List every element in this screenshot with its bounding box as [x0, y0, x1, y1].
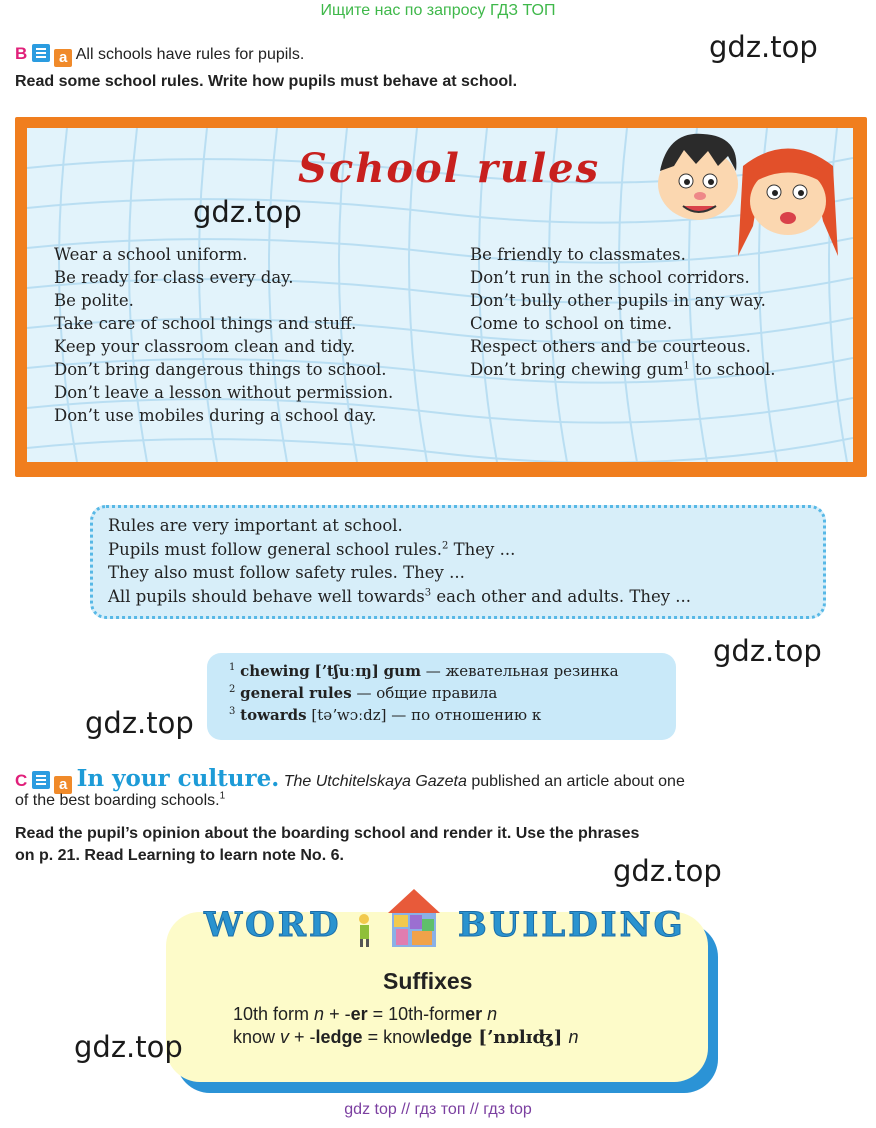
watermark: gdz.top	[709, 30, 818, 64]
footnote-ref: 3	[424, 587, 432, 598]
section-b-instruction: Read some school rules. Write how pupils must behave at school.	[15, 73, 518, 90]
rule-item: Be friendly to classmates.	[470, 245, 686, 264]
footnote-number: 3	[229, 706, 236, 717]
glossary-term: chewing	[240, 662, 310, 680]
rule-item: Don’t run in the school corridors.	[470, 268, 750, 287]
glossary-term: towards	[240, 706, 307, 724]
glossary-item	[229, 704, 619, 726]
section-c-title: In your culture.	[76, 765, 280, 792]
section-c-instruction-2: on p. 21. Read Learning to learn note No. 6.	[15, 847, 344, 864]
rule-text: to school.	[689, 360, 776, 379]
rule-item: Keep your classroom clean and tidy.	[54, 337, 356, 356]
wb-pos: n	[568, 1027, 579, 1047]
section-c-instruction-1: Read the pupil’s opinion about the boarding school and render it. Use the phrases	[15, 825, 640, 842]
glossary-meaning: — жевательная резинка	[420, 662, 619, 680]
rules-left-column	[54, 243, 393, 427]
summary-line: They also must follow safety rules. They ...	[108, 563, 465, 582]
wb-pos: v	[280, 1027, 290, 1047]
word-building-line-2	[233, 1027, 579, 1048]
summary-lines	[108, 514, 691, 608]
word-building-word2: BUILDING	[458, 905, 686, 945]
section-b-intro-text: All schools have rules for pupils.	[75, 46, 305, 63]
wb-pos: n	[487, 1004, 498, 1024]
rules-right-column	[470, 243, 776, 381]
wb-suffix: er	[350, 1004, 368, 1024]
footer-links: gdz top // гдз топ // гдз top	[344, 1101, 532, 1118]
house-icon	[352, 885, 452, 950]
wb-pos: n	[314, 1004, 325, 1024]
glossary-term: general rules	[240, 684, 352, 702]
rule-item: Wear a school uniform.	[54, 245, 248, 264]
rule-item: Don’t leave a lesson without permission.	[54, 383, 394, 402]
footnote-ref: 1	[219, 790, 226, 802]
section-c-line2	[15, 792, 225, 810]
rule-item: Don’t use mobiles during a school day.	[54, 406, 377, 425]
wb-suffix: ledge	[315, 1027, 363, 1047]
summary-line	[108, 538, 691, 562]
word-building-word1: WORD	[204, 905, 342, 945]
pen-icon: a	[54, 49, 72, 67]
book-icon	[32, 771, 50, 789]
wb-text: = know	[362, 1027, 426, 1047]
footnote-ref: 1	[683, 360, 690, 372]
top-banner: Ищите нас по запросу ГДЗ ТОП	[320, 2, 556, 19]
watermark: gdz.top	[713, 634, 822, 668]
rule-item: Be ready for class every day.	[54, 268, 294, 287]
summary-text: All pupils should behave well towards	[108, 586, 425, 606]
book-icon	[32, 44, 50, 62]
summary-line	[108, 585, 691, 609]
glossary-meaning: — общие правила	[351, 684, 498, 702]
wb-text: + -	[289, 1027, 316, 1047]
glossary	[229, 660, 619, 726]
footnote-number: 1	[229, 662, 236, 673]
section-c-intro	[15, 765, 685, 794]
section-c-text: published an article about one	[466, 773, 685, 790]
wb-text: know	[233, 1027, 281, 1047]
glossary-term: gum	[383, 662, 421, 680]
footnote-number: 2	[229, 684, 236, 695]
watermark: gdz.top	[193, 195, 302, 229]
glossary-phonetic: [ʼtʃuːɪŋ]	[314, 662, 379, 680]
glossary-item	[229, 682, 619, 704]
rule-item: Don’t bully other pupils in any way.	[470, 291, 766, 310]
summary-line: Rules are very important at school.	[108, 516, 403, 535]
glossary-meaning: — по отношению к	[386, 706, 542, 724]
section-c-text: of the best boarding schools.	[15, 792, 220, 809]
rule-item: Respect others and be courteous.	[470, 337, 751, 356]
rule-item: Come to school on time.	[470, 314, 673, 333]
rule-text: Don’t bring chewing gum	[470, 360, 684, 379]
section-c-letter: C	[15, 771, 28, 790]
summary-text: They ...	[448, 539, 516, 559]
glossary-phonetic: [təʼwɔːdz]	[311, 706, 387, 724]
wb-text: + -	[324, 1004, 351, 1024]
rule-item: Take care of school things and stuff.	[54, 314, 357, 333]
pen-icon: a	[54, 776, 72, 794]
wb-text: 10th form	[233, 1004, 315, 1024]
rule-item: Be polite.	[54, 291, 134, 310]
watermark: gdz.top	[613, 854, 722, 888]
wb-suffix: ledge	[425, 1027, 473, 1047]
wb-text: = 10th-form	[367, 1004, 466, 1024]
wb-suffix: er	[465, 1004, 483, 1024]
word-building-line-1	[233, 1004, 497, 1025]
watermark: gdz.top	[74, 1030, 183, 1064]
rule-item	[470, 358, 776, 381]
watermark: gdz.top	[85, 706, 194, 740]
wb-phonetic: [ʼnɒlɪʤ]	[472, 1027, 569, 1048]
section-b-letter: B	[15, 44, 28, 63]
newspaper-name: The Utchitelskaya Gazeta	[283, 773, 467, 790]
school-rules-title: School rules	[298, 145, 601, 192]
suffixes-heading: Suffixes	[383, 968, 473, 994]
footnote-ref: 2	[442, 540, 449, 551]
section-b-intro	[15, 44, 304, 67]
glossary-item	[229, 660, 619, 682]
summary-text: each other and adults. They ...	[431, 586, 692, 606]
summary-text: Pupils must follow general school rules.	[108, 539, 443, 559]
rule-item: Don’t bring dangerous things to school.	[54, 360, 387, 379]
